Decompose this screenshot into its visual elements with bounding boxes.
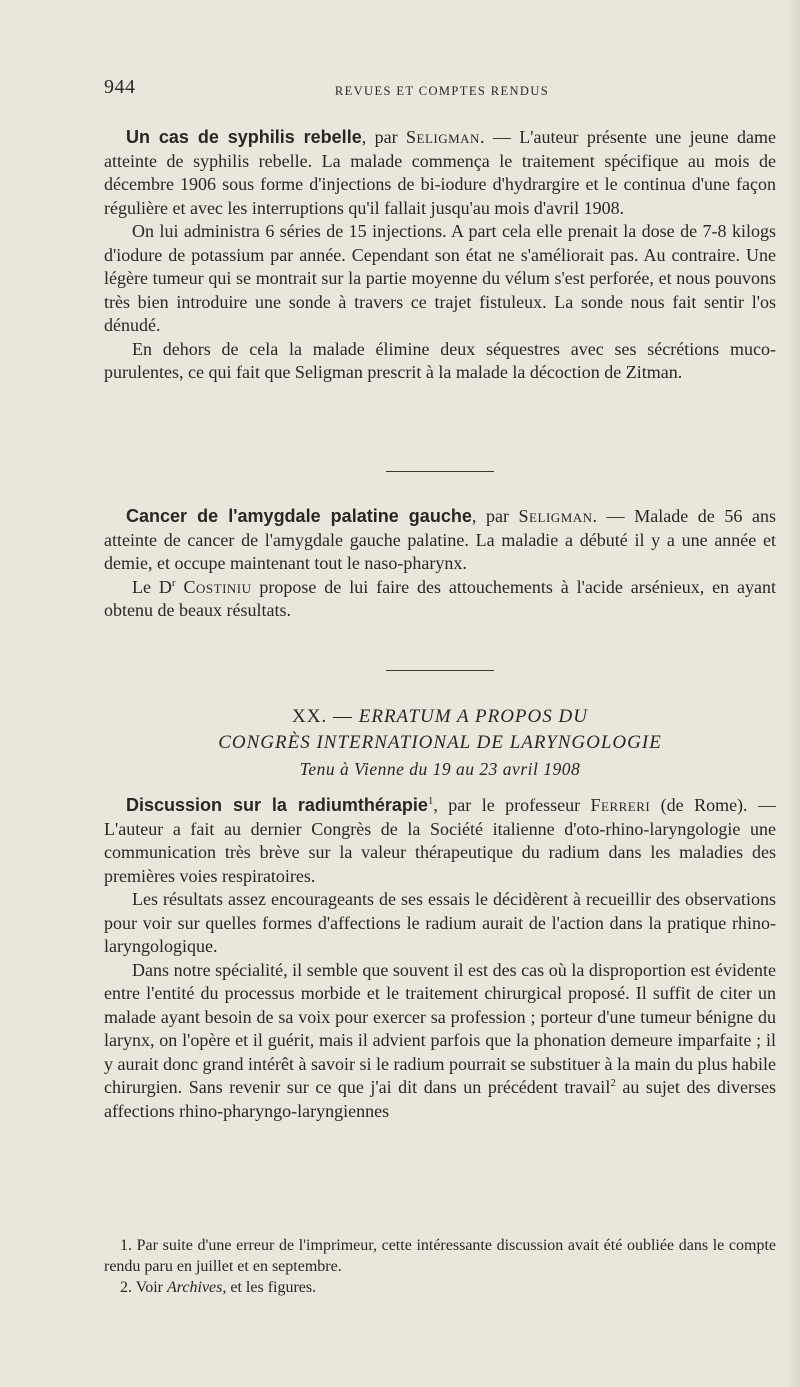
footnote-number: 1. (120, 1237, 132, 1254)
section-divider (386, 670, 494, 671)
footnote-italic: Archives (166, 1279, 223, 1296)
section-syphilis (104, 126, 776, 385)
author-name: Ferreri (590, 795, 651, 815)
paragraph-text: . — Malade de 56 ans atteinte de cancer de l'amygdale gauche palatine. La maladie a débuté il y a une année et demie, et occupe maintenant tout le naso-pharynx. (104, 506, 776, 573)
page-edge-shadow (788, 0, 800, 1387)
paragraph (104, 576, 776, 623)
paragraph (104, 794, 776, 888)
paragraph (104, 126, 776, 220)
text-run: propose de lui faire des attouchements à l'acide arsénieux, en ayant obtenu de beaux résultats. (104, 576, 777, 620)
page-header (104, 74, 780, 104)
text-run: Dans notre spécialité, il semble que souvent il est des cas où la disproportion est évidente entre l'entité du processus morbide et le traitement chirurgical proposé. Il suffit de citer un malade ayant besoin de sa voix pour exercer sa profession ; porteur d'une tumeur bénigne du larynx, on l'opère et il guérit, mais il advient parfois que la phonation demeure imparfaite ; il y aurait donc grand intérêt à savoir si le radium pourrait se substituer à la main du plus habile chirurgien. Sans revenir sur ce que j'ai dit dans un précédent travail (104, 959, 776, 1097)
text-run: Le D (132, 576, 172, 597)
section-divider (386, 471, 494, 472)
section-heading (104, 704, 776, 782)
paragraph: Les résultats assez encourageants de ses essais le décidèrent à recueillir des observations pour voir sur quelles formes d'affections le radium aurait de l'action dans la pratique rhino-laryngologique. (104, 889, 776, 956)
footnote-text: Par suite d'une erreur de l'imprimeur, cette intéressante discussion avait été oubliée dans le compte rendu paru en juillet et en septembre. (104, 1237, 776, 1275)
author-name: Seligman (518, 506, 593, 526)
article-title: Un cas de syphilis rebelle (126, 127, 362, 147)
article-title: Cancer de l'amygdale palatine gauche (126, 506, 472, 526)
section-cancer (104, 505, 776, 623)
byline-prefix: , par (361, 127, 406, 147)
paragraph: On lui administra 6 séries de 15 injections. A part cela elle prenait la dose de 7-8 kilogs d'iodure de potassium par année. Cependant son état ne s'améliorait pas. Au contraire. Une légère tumeur qui se montrait sur la partie moyenne du vélum s'est perforée, et nous pouvons très bien introduire une sonde à travers ce trajet fistuleux. La sonde nous fait sentir l'os dénudé. (104, 221, 776, 335)
footnote-text: , et les figures. (222, 1279, 317, 1296)
author-name: Costiniu (183, 576, 252, 597)
article-title: Discussion sur la radiumthérapie (126, 795, 428, 815)
heading-text: ERRATUM A PROPOS DU (358, 706, 588, 727)
footnote (104, 1235, 776, 1277)
section-radiumtherapie (104, 794, 776, 1123)
page-number: 944 (104, 76, 136, 98)
footnote-number: 2. (120, 1279, 132, 1296)
footnotes (104, 1235, 776, 1298)
superscript: r (171, 576, 176, 589)
author-name: Seligman (406, 127, 480, 147)
heading-number: XX. — (292, 706, 359, 727)
footnote-text: Voir (132, 1279, 167, 1296)
heading-line-2: CONGRÈS INTERNATIONAL DE LARYNGOLOGIE (218, 732, 662, 753)
paragraph-text: . — L'auteur présente une jeune dame atteinte de syphilis rebelle. La malade commença le traitement spécifique au mois de décembre 1906 sous forme d'injections de bi-iodure d'hydrargire et le continua d'une façon régulière et avec les interruptions qu'il fallait jusqu'au mois d'avril 1908. (104, 127, 776, 218)
paragraph (104, 959, 776, 1124)
byline-prefix: , par (471, 506, 519, 526)
footnote-ref: 1 (427, 795, 434, 807)
text-run: au sujet des diverses affections rhino-pharyngo-laryngiennes (104, 1077, 776, 1121)
paragraph: En dehors de cela la malade élimine deux séquestres avec ses sécrétions muco-purulentes, ce qui fait que Seligman prescrit à la malade la décoction de Zitman. (104, 338, 776, 382)
paragraph-text: (de Rome). — L'auteur a fait au dernier Congrès de la Société italienne d'oto-rhino-laryngologie une communication très brève sur la valeur thérapeutique du radium dans les maladies des premières voies respiratoires. (104, 795, 776, 886)
footnote (104, 1277, 776, 1298)
byline-prefix: , par le professeur (433, 795, 591, 815)
heading-line-1 (104, 704, 776, 730)
heading-subtitle: Tenu à Vienne du 19 au 23 avril 1908 (299, 759, 581, 779)
paragraph (104, 505, 776, 576)
running-head: REVUES ET COMPTES RENDUS (334, 84, 550, 98)
footnote-ref: 2 (610, 1077, 616, 1089)
